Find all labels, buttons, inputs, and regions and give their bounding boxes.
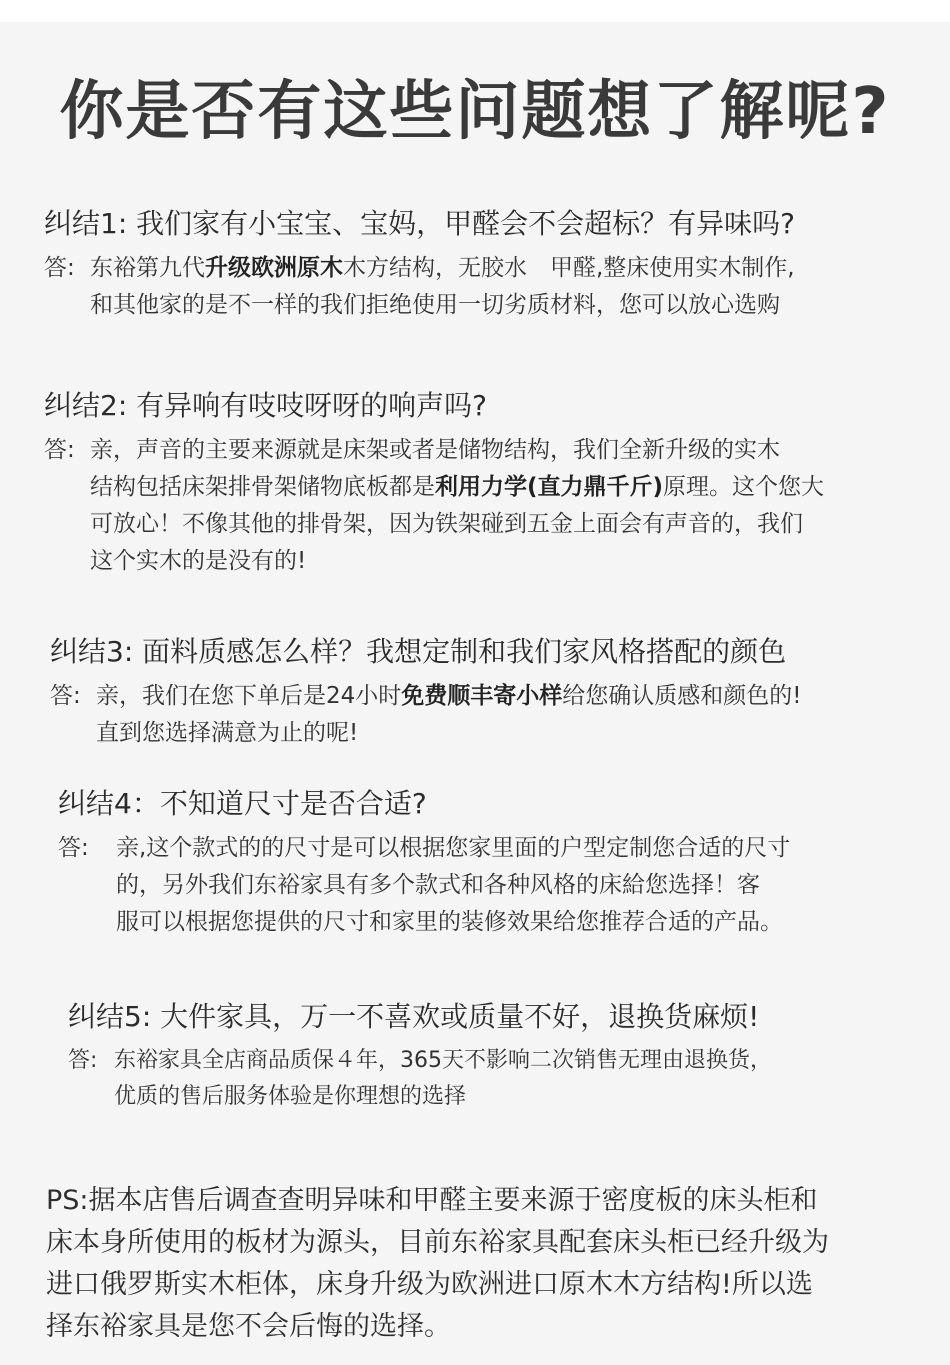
- answer-label: 答:: [58, 835, 89, 861]
- answer-line: 亲，声音的主要来源就是床架或者是储物结构，我们全新升级的实木: [90, 437, 780, 463]
- answer-line: [90, 250, 924, 287]
- ps-line: 进口俄罗斯实木柜体，床身升级为欧洲进口原木木方结构!所以选: [46, 1269, 813, 1300]
- answer-text: 东裕第九代: [90, 255, 205, 281]
- answer-line: 东裕家具全店商品质保４年，365天不影响二次销售无理由退换货，: [114, 1048, 772, 1073]
- faq-item-1: [44, 204, 924, 324]
- answer-text: 结构包括床架排骨架储物底板都是: [90, 474, 435, 500]
- answer-label: 答:: [44, 255, 75, 281]
- question-1: 纠结1: 我们家有小宝宝、宝妈，甲醛会不会超标？有异味吗?: [44, 207, 796, 240]
- answer-line: 可放心！不像其他的排骨架，因为铁架碰到五金上面会有声音的，我们: [90, 511, 803, 537]
- answer-highlight: 免费顺丰寄小样: [401, 683, 563, 709]
- faq-item-4: [58, 784, 938, 941]
- answer-label: 答:: [44, 437, 75, 463]
- answer-text: 木方结构，无胶水 甲醛,整床使用实木制作,: [343, 255, 795, 281]
- answer-label: 答:: [68, 1048, 98, 1073]
- page-title: 你是否有这些问题想了解呢?: [59, 75, 891, 149]
- faq-item-2: [44, 386, 924, 580]
- question-5: 纠结5: 大件家具，万一不喜欢或质量不好，退换货麻烦!: [68, 1000, 760, 1033]
- ps-line: PS:据本店售后调查查明异味和甲醛主要来源于密度板的床头柜和: [46, 1185, 818, 1216]
- question-2: 纠结2: 有异响有吱吱呀呀的响声吗?: [44, 389, 488, 422]
- ps-line: 择东裕家具是您不会后悔的选择。: [46, 1311, 451, 1342]
- ps-line: 床本身所使用的板材为源头，目前东裕家具配套床头柜已经升级为: [46, 1227, 829, 1258]
- answer-3: [50, 678, 930, 752]
- answer-line: 这个实木的是没有的!: [90, 548, 307, 574]
- answer-line: 服可以根据您提供的尺寸和家里的装修效果给您推荐合适的产品。: [116, 909, 783, 935]
- answer-text: 亲，我们在您下单后是24小时: [96, 683, 402, 709]
- answer-text: 原理。这个您大: [663, 474, 825, 500]
- answer-line: 和其他家的是不一样的我们拒绝使用一切劣质材料，您可以放心选购: [90, 292, 780, 318]
- faq-item-3: [50, 632, 930, 752]
- answer-4: [58, 830, 938, 941]
- answer-line: 的，另外我们东裕家具有多个款式和各种风格的床給您选择！客: [116, 872, 760, 898]
- answer-line: [96, 678, 930, 715]
- answer-2: [44, 432, 924, 580]
- answer-line: 优质的售后服务体验是你理想的选择: [114, 1084, 467, 1109]
- answer-highlight: 升级欧洲原木: [205, 255, 343, 281]
- answer-1: [44, 250, 924, 324]
- answer-text: 给您确认质感和颜色的!: [562, 683, 802, 709]
- answer-line: 直到您选择满意为止的呢!: [96, 720, 359, 746]
- answer-line: [90, 469, 924, 506]
- ps-note: [46, 1180, 926, 1348]
- answer-highlight: 利用力学(直力鼎千斤): [435, 474, 664, 500]
- question-4: 纠结4：不知道尺寸是否合适?: [58, 787, 427, 820]
- answer-line: 亲,这个款式的的尺寸是可以根据您家里面的户型定制您合适的尺寸: [116, 835, 791, 861]
- answer-label: 答:: [50, 683, 81, 709]
- faq-item-5: [68, 997, 948, 1115]
- answer-5: [68, 1043, 948, 1115]
- question-3: 纠结3: 面料质感怎么样？我想定制和我们家风格搭配的颜色: [50, 635, 787, 668]
